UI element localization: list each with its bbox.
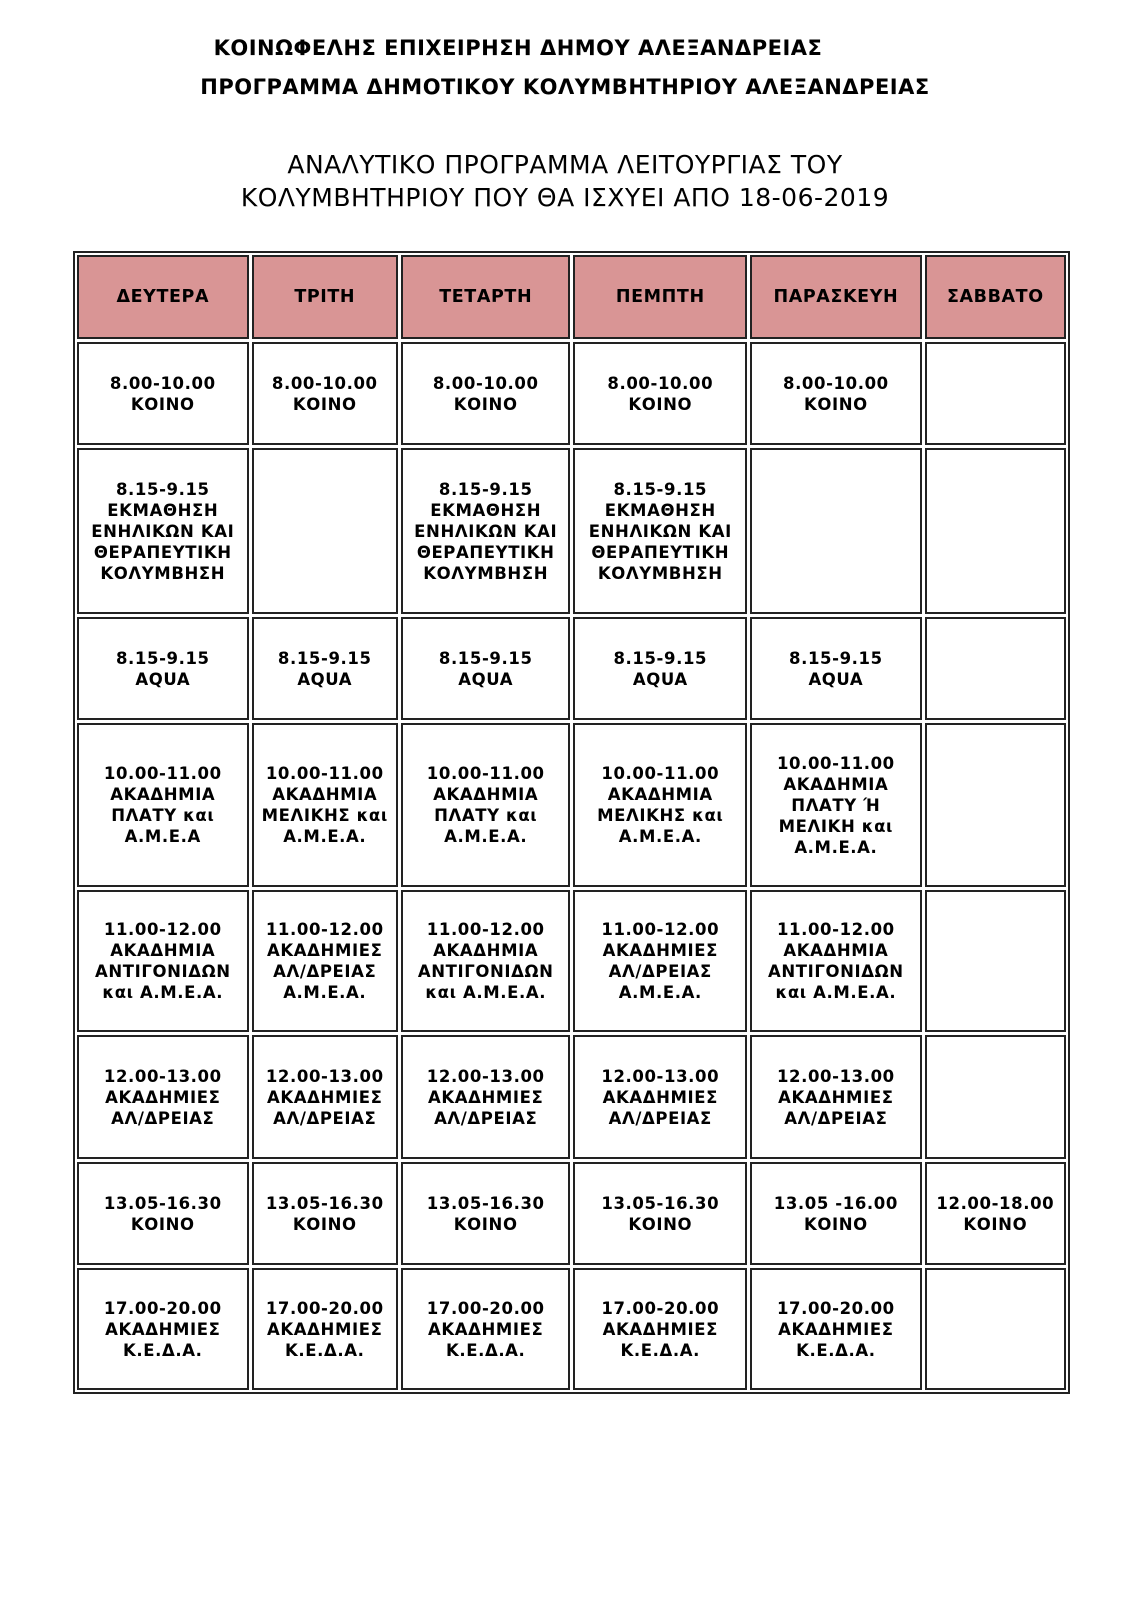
activity-line: ΑΚΑΔΗΜΙΕΣ bbox=[267, 1087, 383, 1107]
activity-line: Α.Μ.Ε.Α. bbox=[794, 837, 878, 857]
activity-line: ΑΚΑΔΗΜΙΕΣ bbox=[428, 1319, 544, 1339]
activity-line: ΚΟΙΝΟ bbox=[130, 1214, 195, 1234]
schedule-cell bbox=[750, 617, 922, 720]
activity-line: Κ.Ε.Δ.Α. bbox=[620, 1340, 701, 1360]
schedule-row bbox=[77, 1268, 1066, 1390]
activity-line: ΑΛ/ΔΡΕΙΑΣ bbox=[273, 1108, 377, 1128]
time-slot: 11.00-12.00 bbox=[426, 920, 545, 939]
activity-line: Α.Μ.Ε.Α. bbox=[283, 827, 367, 846]
schedule-body bbox=[77, 342, 1066, 1390]
time-slot: 12.00-13.00 bbox=[776, 1066, 895, 1086]
activity-line: ΚΟΙΝΟ bbox=[803, 394, 868, 414]
activity-line: ΑΚΑΔΗΜΙΑ bbox=[783, 774, 889, 794]
time-slot: 12.00-13.00 bbox=[103, 1066, 222, 1086]
time-slot: 17.00-20.00 bbox=[103, 1298, 222, 1318]
time-slot: 8.15-9.15 bbox=[115, 648, 210, 668]
schedule-row bbox=[77, 448, 1066, 614]
time-slot: 13.05-16.30 bbox=[265, 1193, 384, 1213]
schedule-cell bbox=[252, 448, 398, 614]
schedule-cell bbox=[925, 723, 1066, 887]
activity-line: ΑΝΤΙΓΟΝΙΔΩΝ bbox=[417, 962, 554, 981]
day-header-row bbox=[77, 255, 1066, 339]
activity-line: Α.Μ.Ε.Α bbox=[124, 827, 201, 846]
schedule-row bbox=[77, 617, 1066, 720]
activity-line: ΑΚΑΔΗΜΙΕΣ bbox=[602, 941, 718, 960]
schedule-cell bbox=[573, 1035, 747, 1159]
time-slot: 11.00-12.00 bbox=[265, 920, 384, 939]
activity-line: ΑΛ/ΔΡΕΙΑΣ bbox=[784, 1108, 888, 1128]
schedule-cell bbox=[925, 1162, 1066, 1265]
time-slot: 8.00-10.00 bbox=[782, 373, 889, 393]
schedule-cell bbox=[573, 1268, 747, 1390]
activity-line: ΚΟΛΥΜΒΗΣΗ bbox=[597, 563, 723, 583]
day-header: ΠΑΡΑΣΚΕΥΗ bbox=[750, 255, 922, 339]
activity-line: ΑΛ/ΔΡΕΙΑΣ bbox=[111, 1108, 215, 1128]
activity-line: ΘΕΡΑΠΕΥΤΙΚΗ bbox=[93, 542, 232, 562]
schedule-cell bbox=[252, 1268, 398, 1390]
activity-line: ΑΚΑΔΗΜΙΕΣ bbox=[428, 1087, 544, 1107]
activity-line: ΕΝΗΛΙΚΩΝ ΚΑΙ bbox=[414, 521, 558, 541]
activity-line: ΕΚΜΑΘΗΣΗ bbox=[107, 500, 219, 520]
time-slot: 12.00-13.00 bbox=[265, 1066, 384, 1086]
time-slot: 17.00-20.00 bbox=[601, 1298, 720, 1318]
time-slot: 8.15-9.15 bbox=[277, 648, 372, 668]
activity-line: ΘΕΡΑΠΕΥΤΙΚΗ bbox=[591, 542, 730, 562]
day-header: ΤΕΤΑΡΤΗ bbox=[401, 255, 571, 339]
schedule-cell bbox=[77, 617, 249, 720]
activity-line: AQUA bbox=[458, 669, 514, 689]
schedule-cell bbox=[925, 890, 1066, 1032]
activity-line: ΑΚΑΔΗΜΙΑ bbox=[607, 785, 713, 804]
time-slot: 8.00-10.00 bbox=[607, 373, 714, 393]
schedule-cell bbox=[252, 890, 398, 1032]
schedule-table-frame bbox=[73, 251, 1070, 1394]
activity-line: ΑΛ/ΔΡΕΙΑΣ bbox=[434, 1108, 538, 1128]
activity-line: ΑΚΑΔΗΜΙΕΣ bbox=[602, 1087, 718, 1107]
activity-line: ΜΕΛΙΚΗ και bbox=[778, 816, 894, 836]
schedule-cell bbox=[750, 723, 922, 887]
schedule-cell bbox=[401, 1162, 571, 1265]
time-slot: 11.00-12.00 bbox=[601, 920, 720, 939]
schedule-cell bbox=[925, 1035, 1066, 1159]
activity-line: ΚΟΛΥΜΒΗΣΗ bbox=[423, 563, 549, 583]
activity-line: και Α.Μ.Ε.Α. bbox=[102, 983, 224, 1002]
activity-line: ΑΚΑΔΗΜΙΑ bbox=[433, 941, 539, 960]
activity-line: Κ.Ε.Δ.Α. bbox=[796, 1340, 876, 1360]
activity-line: ΚΟΙΝΟ bbox=[292, 1214, 357, 1234]
organization-title: ΚΟΙΝΩΦΕΛΗΣ ΕΠΙΧΕΙΡΗΣΗ ΔΗΜΟΥ ΑΛΕΞΑΝΔΡΕΙΑΣ bbox=[213, 36, 823, 60]
time-slot: 17.00-20.00 bbox=[426, 1298, 545, 1318]
schedule-cell bbox=[401, 617, 571, 720]
time-slot: 8.00-10.00 bbox=[271, 373, 378, 393]
time-slot: 8.15-9.15 bbox=[438, 479, 533, 499]
schedule-table bbox=[74, 252, 1069, 1393]
schedule-cell bbox=[252, 342, 398, 445]
activity-line: ΚΟΙΝΟ bbox=[292, 394, 357, 414]
activity-line: AQUA bbox=[632, 669, 688, 689]
time-slot: 11.00-12.00 bbox=[103, 920, 222, 939]
schedule-cell bbox=[77, 1162, 249, 1265]
activity-line: Κ.Ε.Δ.Α. bbox=[285, 1340, 365, 1360]
schedule-cell bbox=[77, 342, 249, 445]
schedule-cell bbox=[750, 890, 922, 1032]
time-slot: 8.15-9.15 bbox=[613, 648, 708, 668]
activity-line: ΑΚΑΔΗΜΙΕΣ bbox=[105, 1087, 221, 1107]
activity-line: ΚΟΙΝΟ bbox=[628, 394, 693, 414]
schedule-cell bbox=[573, 890, 747, 1032]
activity-line: ΚΟΛΥΜΒΗΣΗ bbox=[100, 563, 226, 583]
activity-line: ΠΛΑΤΥ και bbox=[111, 806, 215, 825]
time-slot: 12.00-13.00 bbox=[601, 1066, 720, 1086]
schedule-cell bbox=[252, 1162, 398, 1265]
time-slot: 10.00-11.00 bbox=[426, 764, 545, 783]
activity-line: ΑΛ/ΔΡΕΙΑΣ bbox=[608, 1108, 712, 1128]
activity-line: Α.Μ.Ε.Α. bbox=[618, 983, 702, 1002]
time-slot: 8.15-9.15 bbox=[438, 648, 533, 668]
activity-line: ΠΛΑΤΥ και bbox=[434, 806, 538, 825]
activity-line: Α.Μ.Ε.Α. bbox=[283, 983, 367, 1002]
time-slot: 8.00-10.00 bbox=[432, 373, 539, 393]
activity-line: ΜΕΛΙΚΗΣ και bbox=[597, 806, 724, 825]
activity-line: ΚΟΙΝΟ bbox=[130, 394, 195, 414]
time-slot: 17.00-20.00 bbox=[265, 1298, 384, 1318]
schedule-cell bbox=[401, 1268, 571, 1390]
activity-line: και Α.Μ.Ε.Α. bbox=[425, 983, 547, 1002]
activity-line: Κ.Ε.Δ.Α. bbox=[123, 1340, 203, 1360]
activity-line: ΕΚΜΑΘΗΣΗ bbox=[604, 500, 716, 520]
activity-line: ΚΟΙΝΟ bbox=[803, 1214, 868, 1234]
schedule-cell bbox=[925, 617, 1066, 720]
time-slot: 8.15-9.15 bbox=[789, 648, 883, 668]
activity-line: ΜΕΛΙΚΗΣ και bbox=[261, 806, 388, 825]
activity-line: ΑΚΑΔΗΜΙΕΣ bbox=[267, 941, 383, 960]
document-subtitle bbox=[0, 148, 1130, 214]
schedule-cell bbox=[401, 890, 571, 1032]
activity-line: και Α.Μ.Ε.Α. bbox=[775, 983, 897, 1002]
schedule-row bbox=[77, 1162, 1066, 1265]
schedule-cell bbox=[573, 617, 747, 720]
activity-line: ΚΟΙΝΟ bbox=[453, 394, 518, 414]
activity-line: ΠΛΑΤΥ Ή bbox=[791, 795, 881, 815]
activity-line: ΕΝΗΛΙΚΩΝ ΚΑΙ bbox=[588, 521, 732, 541]
schedule-cell bbox=[925, 342, 1066, 445]
time-slot: 12.00-18.00 bbox=[936, 1193, 1055, 1213]
schedule-cell bbox=[750, 1035, 922, 1159]
activity-line: ΑΚΑΔΗΜΙΑ bbox=[110, 941, 216, 960]
time-slot: 17.00-20.00 bbox=[776, 1298, 895, 1318]
time-slot: 8.15-9.15 bbox=[613, 479, 708, 499]
activity-line: ΑΚΑΔΗΜΙΕΣ bbox=[267, 1319, 383, 1339]
time-slot: 13.05-16.30 bbox=[426, 1193, 545, 1213]
activity-line: Α.Μ.Ε.Α. bbox=[444, 827, 528, 846]
activity-line: ΚΟΙΝΟ bbox=[628, 1214, 693, 1234]
activity-line: ΑΝΤΙΓΟΝΙΔΩΝ bbox=[94, 962, 231, 981]
schedule-cell bbox=[401, 342, 571, 445]
time-slot: 13.05-16.30 bbox=[103, 1193, 222, 1213]
schedule-cell bbox=[750, 1162, 922, 1265]
activity-line: ΑΛ/ΔΡΕΙΑΣ bbox=[273, 962, 377, 981]
activity-line: Κ.Ε.Δ.Α. bbox=[445, 1340, 526, 1360]
schedule-cell bbox=[77, 1268, 249, 1390]
schedule-cell bbox=[573, 1162, 747, 1265]
time-slot: 11.00-12.00 bbox=[776, 920, 895, 939]
time-slot: 13.05-16.30 bbox=[601, 1193, 720, 1213]
activity-line: ΘΕΡΑΠΕΥΤΙΚΗ bbox=[416, 542, 555, 562]
activity-line: Α.Μ.Ε.Α. bbox=[618, 827, 702, 846]
schedule-cell bbox=[573, 342, 747, 445]
schedule-cell bbox=[77, 890, 249, 1032]
time-slot: 10.00-11.00 bbox=[103, 764, 222, 783]
activity-line: ΑΚΑΔΗΜΙΕΣ bbox=[602, 1319, 718, 1339]
schedule-cell bbox=[750, 448, 922, 614]
activity-line: ΑΚΑΔΗΜΙΕΣ bbox=[778, 1319, 894, 1339]
day-header: ΤΡΙΤΗ bbox=[252, 255, 398, 339]
subtitle-line-2: ΚΟΛΥΜΒΗΤΗΡΙΟΥ ΠΟΥ ΘΑ ΙΣΧΥΕΙ ΑΠΟ 18-06-2019 bbox=[240, 183, 890, 212]
schedule-row bbox=[77, 342, 1066, 445]
schedule-cell bbox=[925, 1268, 1066, 1390]
time-slot: 10.00-11.00 bbox=[601, 764, 720, 783]
schedule-cell bbox=[77, 1035, 249, 1159]
schedule-cell bbox=[573, 723, 747, 887]
day-header: ΠΕΜΠΤΗ bbox=[573, 255, 747, 339]
schedule-cell bbox=[750, 342, 922, 445]
activity-line: ΑΚΑΔΗΜΙΕΣ bbox=[778, 1087, 894, 1107]
activity-line: ΑΝΤΙΓΟΝΙΔΩΝ bbox=[768, 962, 904, 981]
subtitle-line-1: ΑΝΑΛΥΤΙΚΟ ΠΡΟΓΡΑΜΜΑ ΛΕΙΤΟΥΡΓΙΑΣ ΤΟΥ bbox=[287, 150, 843, 179]
schedule-cell bbox=[401, 723, 571, 887]
time-slot: 8.15-9.15 bbox=[115, 479, 210, 499]
activity-line: ΚΟΙΝΟ bbox=[963, 1214, 1028, 1234]
schedule-cell bbox=[401, 1035, 571, 1159]
activity-line: ΚΟΙΝΟ bbox=[453, 1214, 518, 1234]
time-slot: 13.05 -16.00 bbox=[773, 1193, 898, 1213]
activity-line: ΑΚΑΔΗΜΙΑ bbox=[783, 941, 889, 960]
schedule-cell bbox=[573, 448, 747, 614]
schedule-cell bbox=[252, 1035, 398, 1159]
day-header: ΣΑΒΒΑΤΟ bbox=[925, 255, 1066, 339]
day-header: ΔΕΥΤΕΡΑ bbox=[77, 255, 249, 339]
schedule-cell bbox=[401, 448, 571, 614]
activity-line: ΕΚΜΑΘΗΣΗ bbox=[430, 500, 542, 520]
activity-line: AQUA bbox=[297, 669, 353, 689]
schedule-cell bbox=[77, 723, 249, 887]
activity-line: AQUA bbox=[808, 669, 864, 689]
schedule-cell bbox=[252, 723, 398, 887]
schedule-cell bbox=[77, 448, 249, 614]
schedule-row bbox=[77, 890, 1066, 1032]
activity-line: ΕΝΗΛΙΚΩΝ ΚΑΙ bbox=[91, 521, 235, 541]
schedule-cell bbox=[925, 448, 1066, 614]
activity-line: ΑΚΑΔΗΜΙΕΣ bbox=[105, 1319, 221, 1339]
time-slot: 12.00-13.00 bbox=[426, 1066, 545, 1086]
activity-line: ΑΛ/ΔΡΕΙΑΣ bbox=[608, 962, 712, 981]
activity-line: ΑΚΑΔΗΜΙΑ bbox=[110, 785, 216, 804]
time-slot: 10.00-11.00 bbox=[776, 753, 895, 773]
time-slot: 10.00-11.00 bbox=[265, 764, 384, 783]
schedule-row bbox=[77, 723, 1066, 887]
schedule-cell bbox=[750, 1268, 922, 1390]
activity-line: ΑΚΑΔΗΜΙΑ bbox=[272, 785, 378, 804]
time-slot: 8.00-10.00 bbox=[109, 373, 216, 393]
program-title: ΠΡΟΓΡΑΜΜΑ ΔΗΜΟΤΙΚΟΥ ΚΟΛΥΜΒΗΤΗΡΙΟΥ ΑΛΕΞΑΝΔΡΕΙΑΣ bbox=[200, 75, 930, 99]
schedule-cell bbox=[252, 617, 398, 720]
activity-line: AQUA bbox=[135, 669, 191, 689]
activity-line: ΑΚΑΔΗΜΙΑ bbox=[433, 785, 539, 804]
schedule-row bbox=[77, 1035, 1066, 1159]
